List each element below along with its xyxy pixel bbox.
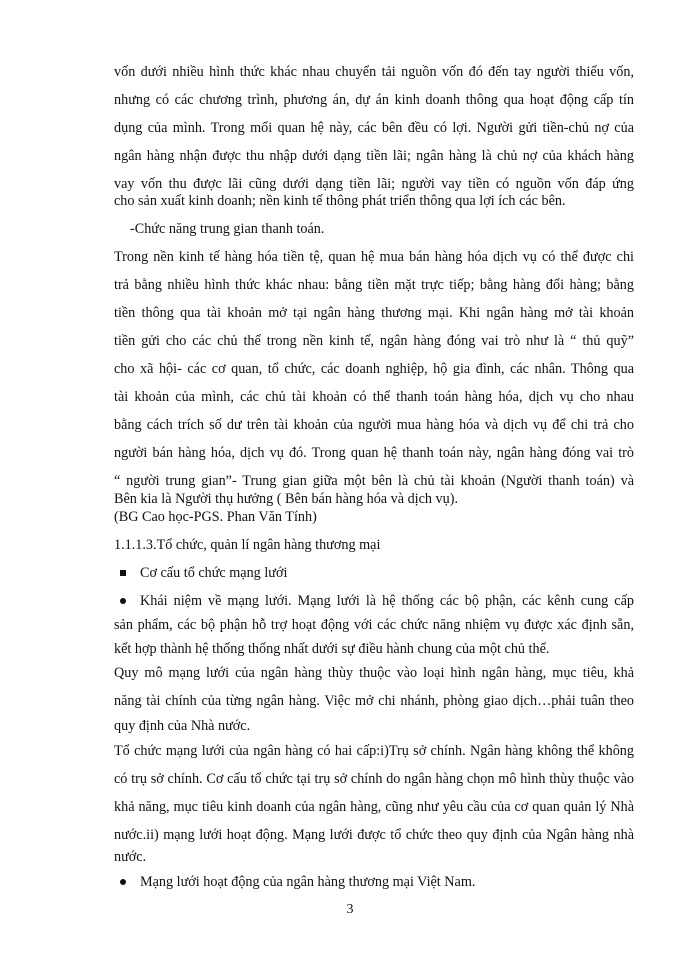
list-item xyxy=(120,872,634,892)
subheading-payment-intermediary: -Chức năng trung gian thanh toán. xyxy=(130,221,325,237)
text-line: quy định của Nhà nước. xyxy=(114,718,251,734)
text-line: “ người trung gian”- Trung gian giữa một bên là chủ tài khoản (Người thanh toán) và xyxy=(114,473,634,489)
text-line: trả bằng nhiều hình thức khác nhau: bằng tiền mặt trực tiếp; bằng hàng đổi hàng; bằng xyxy=(114,277,634,293)
text-line: khả năng, mục tiêu kinh doanh của ngân hàng, cũng như yêu cầu của cơ quan quản lý Nhà xyxy=(114,799,634,815)
text-line: dụng của mình. Trong mối quan hệ này, các bên đều có lợi. Người gửi tiền-chủ nợ của xyxy=(114,120,634,136)
text-line: tiền gửi cho các chủ thể trong nền kinh tế, ngân hàng đóng vai trò như là “ thủ quỹ” xyxy=(114,333,634,349)
text-line: Bên kia là Người thụ hưởng ( Bên bán hàng hóa và dịch vụ). xyxy=(114,491,459,507)
text-line: vốn dưới nhiều hình thức khác nhau chuyển tải nguồn vốn đó đến tay người thiếu vốn, xyxy=(114,64,634,80)
text-line: Trong nền kinh tế hàng hóa tiền tệ, quan hệ mua bán hàng hóa dịch vụ có thể được chi xyxy=(114,249,634,265)
section-heading: 1.1.1.3.Tổ chức, quản lí ngân hàng thương mại xyxy=(114,537,381,553)
citation: (BG Cao học-PGS. Phan Văn Tính) xyxy=(114,509,317,525)
list-item xyxy=(120,591,634,611)
text-line: sản phẩm, các bộ phận hỗ trợ hoạt động với các chức năng nhiệm vụ được xác định sẵn, xyxy=(114,617,634,633)
text-line: người bán hàng hóa, dịch vụ đó. Trong quan hệ thanh toán này, ngân hàng đóng vai trò xyxy=(114,445,634,461)
text-line: Quy mô mạng lưới của ngân hàng thùy thuộc vào loại hình ngân hàng, mục tiêu, khả xyxy=(114,665,634,681)
text-line: nước. xyxy=(114,849,147,865)
list-item-text: Cơ cấu tổ chức mạng lưới xyxy=(140,565,288,581)
square-bullet-icon xyxy=(120,570,126,576)
text-line: nhưng có các chương trình, phương án, dự án kinh doanh thông qua hoạt động cấp tín xyxy=(114,92,634,108)
round-bullet-icon xyxy=(120,598,126,604)
text-line: Tổ chức mạng lưới của ngân hàng có hai cấp:i)Trụ sở chính. Ngân hàng không thể không xyxy=(114,743,634,759)
text-line: tài khoản của mình, các chủ tài khoản có thể thanh toán hàng hóa, dịch vụ cho nhau xyxy=(114,389,634,405)
round-bullet-icon xyxy=(120,879,126,885)
text-line: có trụ sở chính. Cơ cấu tổ chức tại trụ sở chính do ngân hàng chọn mô hình thùy thuộc vào xyxy=(114,771,634,787)
list-item-text: Mạng lưới hoạt động của ngân hàng thương mại Việt Nam. xyxy=(140,874,476,890)
text-line: năng tài chính của từng ngân hàng. Việc mở chi nhánh, phòng giao dịch…phải tuân theo xyxy=(114,693,634,709)
text-line: bằng cách trích số dư trên tài khoản của người mua hàng hóa và dịch vụ để chi trả cho xyxy=(114,417,634,433)
list-item xyxy=(120,563,634,583)
text-line: cho sản xuất kinh doanh; nền kinh tế thông phát triển thông qua lợi ích các bên. xyxy=(114,193,566,209)
text-line: nước.ii) mạng lưới hoạt động. Mạng lưới được tổ chức theo quy định của Ngân hàng nhà xyxy=(114,827,634,843)
text-line: tiền thông qua tài khoản mở tại ngân hàng thương mại. Khi ngân hàng mở tài khoản xyxy=(114,305,634,321)
text-line: ngân hàng nhận được thu nhập dưới dạng tiền lãi; ngân hàng là chủ nợ của khách hàng xyxy=(114,148,634,164)
text-line: kết hợp thành hệ thống thống nhất dưới sự điều hành chung của một chủ thể. xyxy=(114,641,550,657)
page-number: 3 xyxy=(346,902,354,917)
text-line: vay vốn thu được lãi cũng dưới dạng tiền lãi; người vay tiền có nguồn vốn đáp ứng xyxy=(114,176,634,192)
list-item-text: Khái niệm về mạng lưới. Mạng lưới là hệ thống các bộ phận, các kênh cung cấp xyxy=(140,593,634,609)
text-line: cho xã hội- các cơ quan, tổ chức, các doanh nghiệp, hộ gia đình, các nhân. Thông qua xyxy=(114,361,634,377)
